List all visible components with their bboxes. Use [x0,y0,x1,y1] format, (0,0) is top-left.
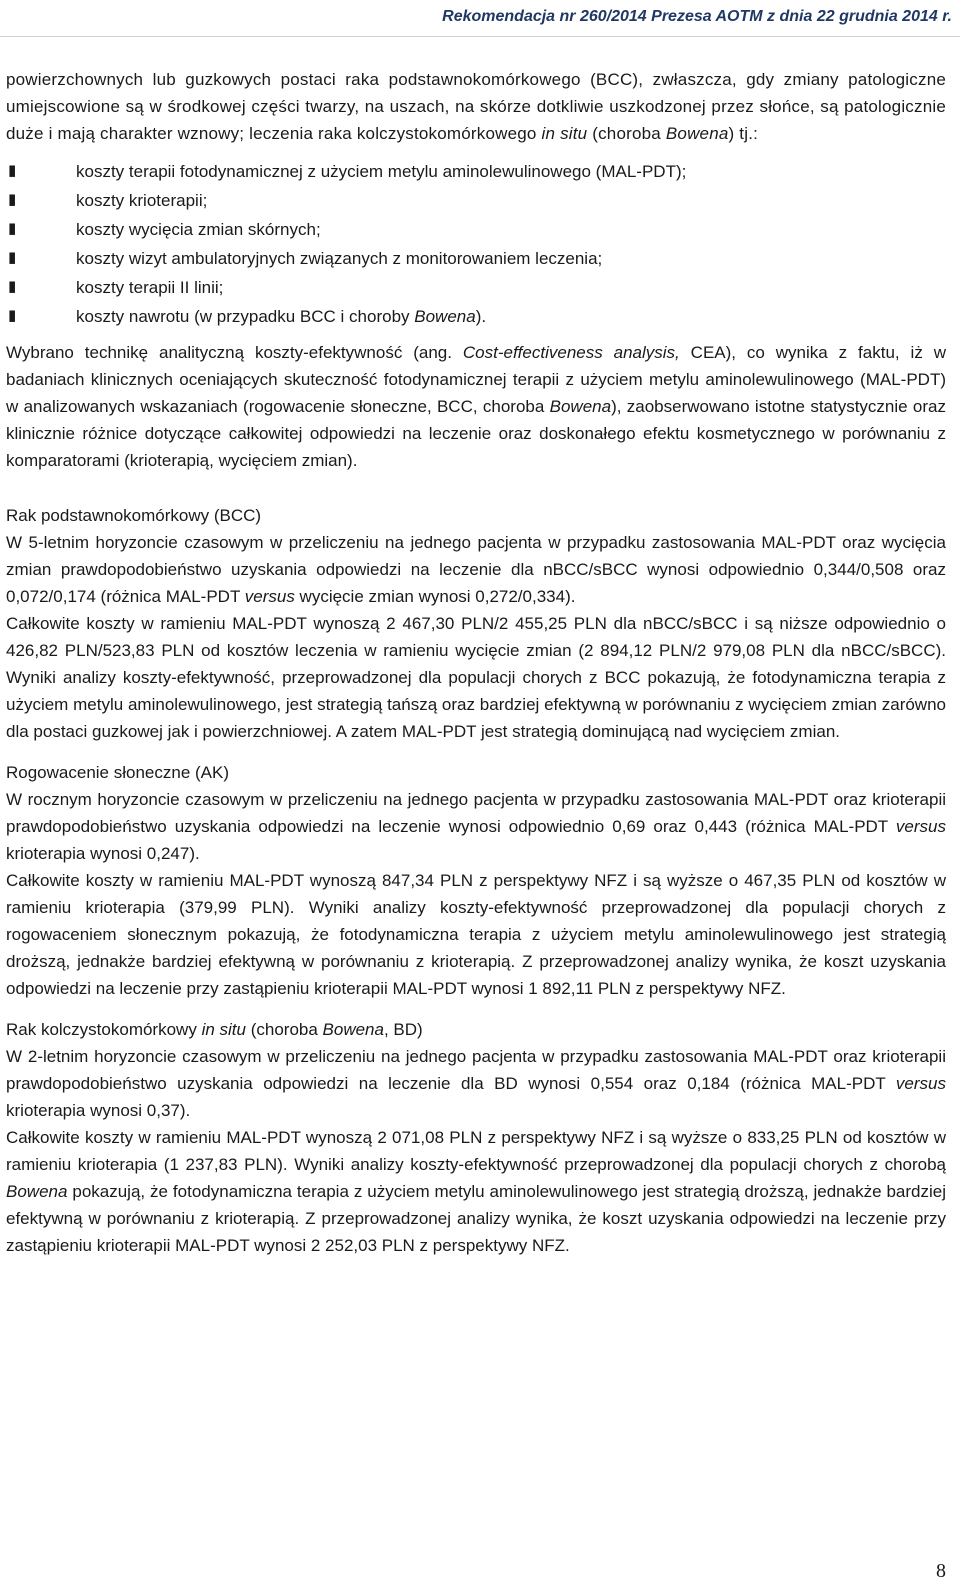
bcc-heading: Rak podstawnokomórkowy (BCC) [6,506,262,525]
bullet-icon: ▮ [8,278,17,295]
page-number: 8 [936,1560,946,1582]
list-item: ▮ koszty krioterapii; [8,191,208,210]
intro-paragraph: powierzchownych lub guzkowych postaci raka podstawnokomórkowego (BCC), zwłaszcza, gdy zmiany patologiczne umiejscowione są w środkowej części twarzy, na uszach, na skórze dotkliwie uszkodzonej przez słońce, są patologicznie duże i mają charakter wznowy; leczenia raka kolczystokomórkowego in situ (choroba Bowena) tj.: [6,70,946,143]
list-item: ▮ koszty wizyt ambulatoryjnych związanych z monitorowaniem leczenia; [8,249,603,268]
cost-list [6,157,946,331]
page-header: Rekomendacja nr 260/2014 Prezesa AOTM z dnia 22 grudnia 2014 r. [442,8,952,25]
bullet-icon: ▮ [8,191,17,208]
cea-paragraph: Wybrano technikę analityczną koszty-efektywność (ang. Cost-effectiveness analysis, CEA), co wynika z faktu, iż w badaniach klinicznych oceniających skuteczność fotodynamicznej terapii z użyciem metylu aminolewulinowego (MAL-PDT) w analizowanych wskazaniach (rogowacenie słoneczne, BCC, choroba Bowena), zaobserwowano istotne statystycznie oraz klinicznie różnice dotyczące całkowitej odpowiedzi na leczenie oraz doskonałego efektu kosmetycznego w porównaniu z komparatorami (krioterapią, wycięciem zmian). [6,343,946,470]
bullet-icon: ▮ [8,162,17,179]
bcc-paragraph-1: W 5-letnim horyzoncie czasowym w przeliczeniu na jednego pacjenta w przypadku zastosowania MAL-PDT oraz wycięcia zmian prawdopodobieństwo uzyskania odpowiedzi na leczenie dla nBCC/sBCC wynosi odpowiednio 0,344/0,508 oraz 0,072/0,174 (różnica MAL-PDT versus wycięcie zmian wynosi 0,272/0,334). [6,533,946,606]
bd-paragraph-1: W 2-letnim horyzoncie czasowym w przeliczeniu na jednego pacjenta w przypadku zastosowania MAL-PDT oraz krioterapii prawdopodobieństwo uzyskania odpowiedzi na leczenie dla BD wynosi 0,554 oraz 0,184 (różnica MAL-PDT versus krioterapia wynosi 0,37). [6,1047,946,1120]
list-item: ▮ koszty terapii II linii; [8,278,224,297]
bcc-paragraph-2: Całkowite koszty w ramieniu MAL-PDT wynoszą 2 467,30 PLN/2 455,25 PLN dla nBCC/sBCC i są niższe odpowiednio o 426,82 PLN/523,83 PLN od kosztów leczenia w ramieniu wycięcie zmian (2 894,12 PLN/2 979,08 PLN dla nBCC/sBCC). Wyniki analizy koszty-efektywność, przeprowadzonej dla populacji chorych z BCC pokazują, że fotodynamiczna terapia z użyciem metylu aminolewulinowego, jest strategią tańszą oraz bardziej efektywną w porównaniu z wycięciem zmian zarówno dla postaci guzkowej jak i powierzchniowej. A zatem MAL-PDT jest strategią dominującą nad wycięciem zmian. [6,614,946,741]
list-item: ▮ koszty terapii fotodynamicznej z użyciem metylu aminolewulinowego (MAL-PDT); [8,162,687,181]
document-body [6,66,946,1259]
list-item: ▮ koszty wycięcia zmian skórnych; [8,220,321,239]
bullet-icon: ▮ [8,307,17,324]
bd-paragraph-2: Całkowite koszty w ramieniu MAL-PDT wynoszą 2 071,08 PLN z perspektywy NFZ i są wyższe o 833,25 PLN od kosztów w ramieniu krioterapia (1 237,83 PLN). Wyniki analizy koszty-efektywność przeprowadzonej dla populacji chorych z chorobą Bowena pokazują, że fotodynamiczna terapia z użyciem metylu aminolewulinowego jest strategią droższą, jednakże bardziej efektywną w porównaniu z krioterapią. Z przeprowadzonej analizy wynika, że koszt uzyskania odpowiedzi na leczenie przy zastąpieniu krioterapii MAL-PDT wynosi 2 252,03 PLN z perspektywy NFZ. [6,1128,946,1255]
bullet-icon: ▮ [8,220,17,237]
ak-paragraph-2: Całkowite koszty w ramieniu MAL-PDT wynoszą 847,34 PLN z perspektywy NFZ i są wyższe o 467,35 PLN od kosztów w ramieniu krioterapia (379,99 PLN). Wyniki analizy koszty-efektywność przeprowadzonej dla populacji chorych z rogowaceniem słonecznym pokazują, że fotodynamiczna terapia z użyciem metylu aminolewulinowego jest strategią droższą, jednakże bardziej efektywną w porównaniu z krioterapią. Z przeprowadzonej analizy wynika, że koszt uzyskania odpowiedzi na leczenie przy zastąpieniu krioterapii MAL-PDT wynosi 1 892,11 PLN z perspektywy NFZ. [6,871,946,998]
list-item: ▮ koszty nawrotu (w przypadku BCC i choroby Bowena). [8,307,487,326]
header-divider [0,36,960,37]
ak-heading: Rogowacenie słoneczne (AK) [6,763,230,782]
bd-heading: Rak kolczystokomórkowy in situ (choroba Bowena, BD) [6,1020,423,1039]
bullet-icon: ▮ [8,249,17,266]
ak-paragraph-1: W rocznym horyzoncie czasowym w przeliczeniu na jednego pacjenta w przypadku zastosowania MAL-PDT oraz krioterapii prawdopodobieństwo uzyskania odpowiedzi na leczenie wynosi odpowiednio 0,69 oraz 0,443 (różnica MAL-PDT versus krioterapia wynosi 0,247). [6,790,946,863]
